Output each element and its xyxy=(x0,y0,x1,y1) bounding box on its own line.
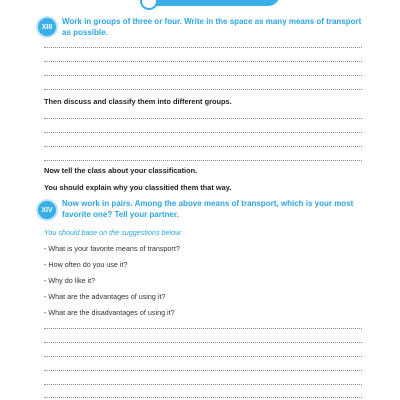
answer-line[interactable] xyxy=(44,342,362,343)
header-badge-icon xyxy=(140,0,158,10)
answer-line[interactable] xyxy=(44,356,362,357)
instruction-tell-class: Now tell the class about your classification. xyxy=(44,166,198,175)
answer-line[interactable] xyxy=(44,384,362,385)
section-xiv-badge: XIV xyxy=(38,201,56,219)
answer-line[interactable] xyxy=(44,397,362,398)
answer-line[interactable] xyxy=(44,89,362,90)
section-xiii-task: Work in groups of three or four. Write in the space as many means of transport as possible. xyxy=(62,17,362,37)
answer-line[interactable] xyxy=(44,160,362,161)
instruction-classify: Then discuss and classify them into different groups. xyxy=(44,97,232,106)
answer-line[interactable] xyxy=(44,61,362,62)
suggestions-heading: You should base on the suggestions below: xyxy=(44,228,183,237)
section-xiv-task: Now work in pairs. Among the above means of transport, which is your most favorite one? Tell your partner. xyxy=(62,199,354,219)
suggestion-item: - What are the advantages of using it? xyxy=(44,292,166,301)
answer-line[interactable] xyxy=(44,118,362,119)
answer-line[interactable] xyxy=(44,75,362,76)
section-xiii-badge: XIII xyxy=(38,18,56,36)
suggestion-item: - What is your favorite means of transport? xyxy=(44,244,180,253)
header-banner xyxy=(140,0,280,6)
instruction-explain: You should explain why you classitied them that way. xyxy=(44,183,232,192)
suggestion-item: - Why do like it? xyxy=(44,276,96,285)
answer-line[interactable] xyxy=(44,370,362,371)
answer-line[interactable] xyxy=(44,132,362,133)
answer-line[interactable] xyxy=(44,47,362,48)
suggestion-item: - What are the disadvantages of using it? xyxy=(44,308,175,317)
answer-line[interactable] xyxy=(44,328,362,329)
suggestion-item: - How often do you use it? xyxy=(44,260,128,269)
answer-line[interactable] xyxy=(44,146,362,147)
